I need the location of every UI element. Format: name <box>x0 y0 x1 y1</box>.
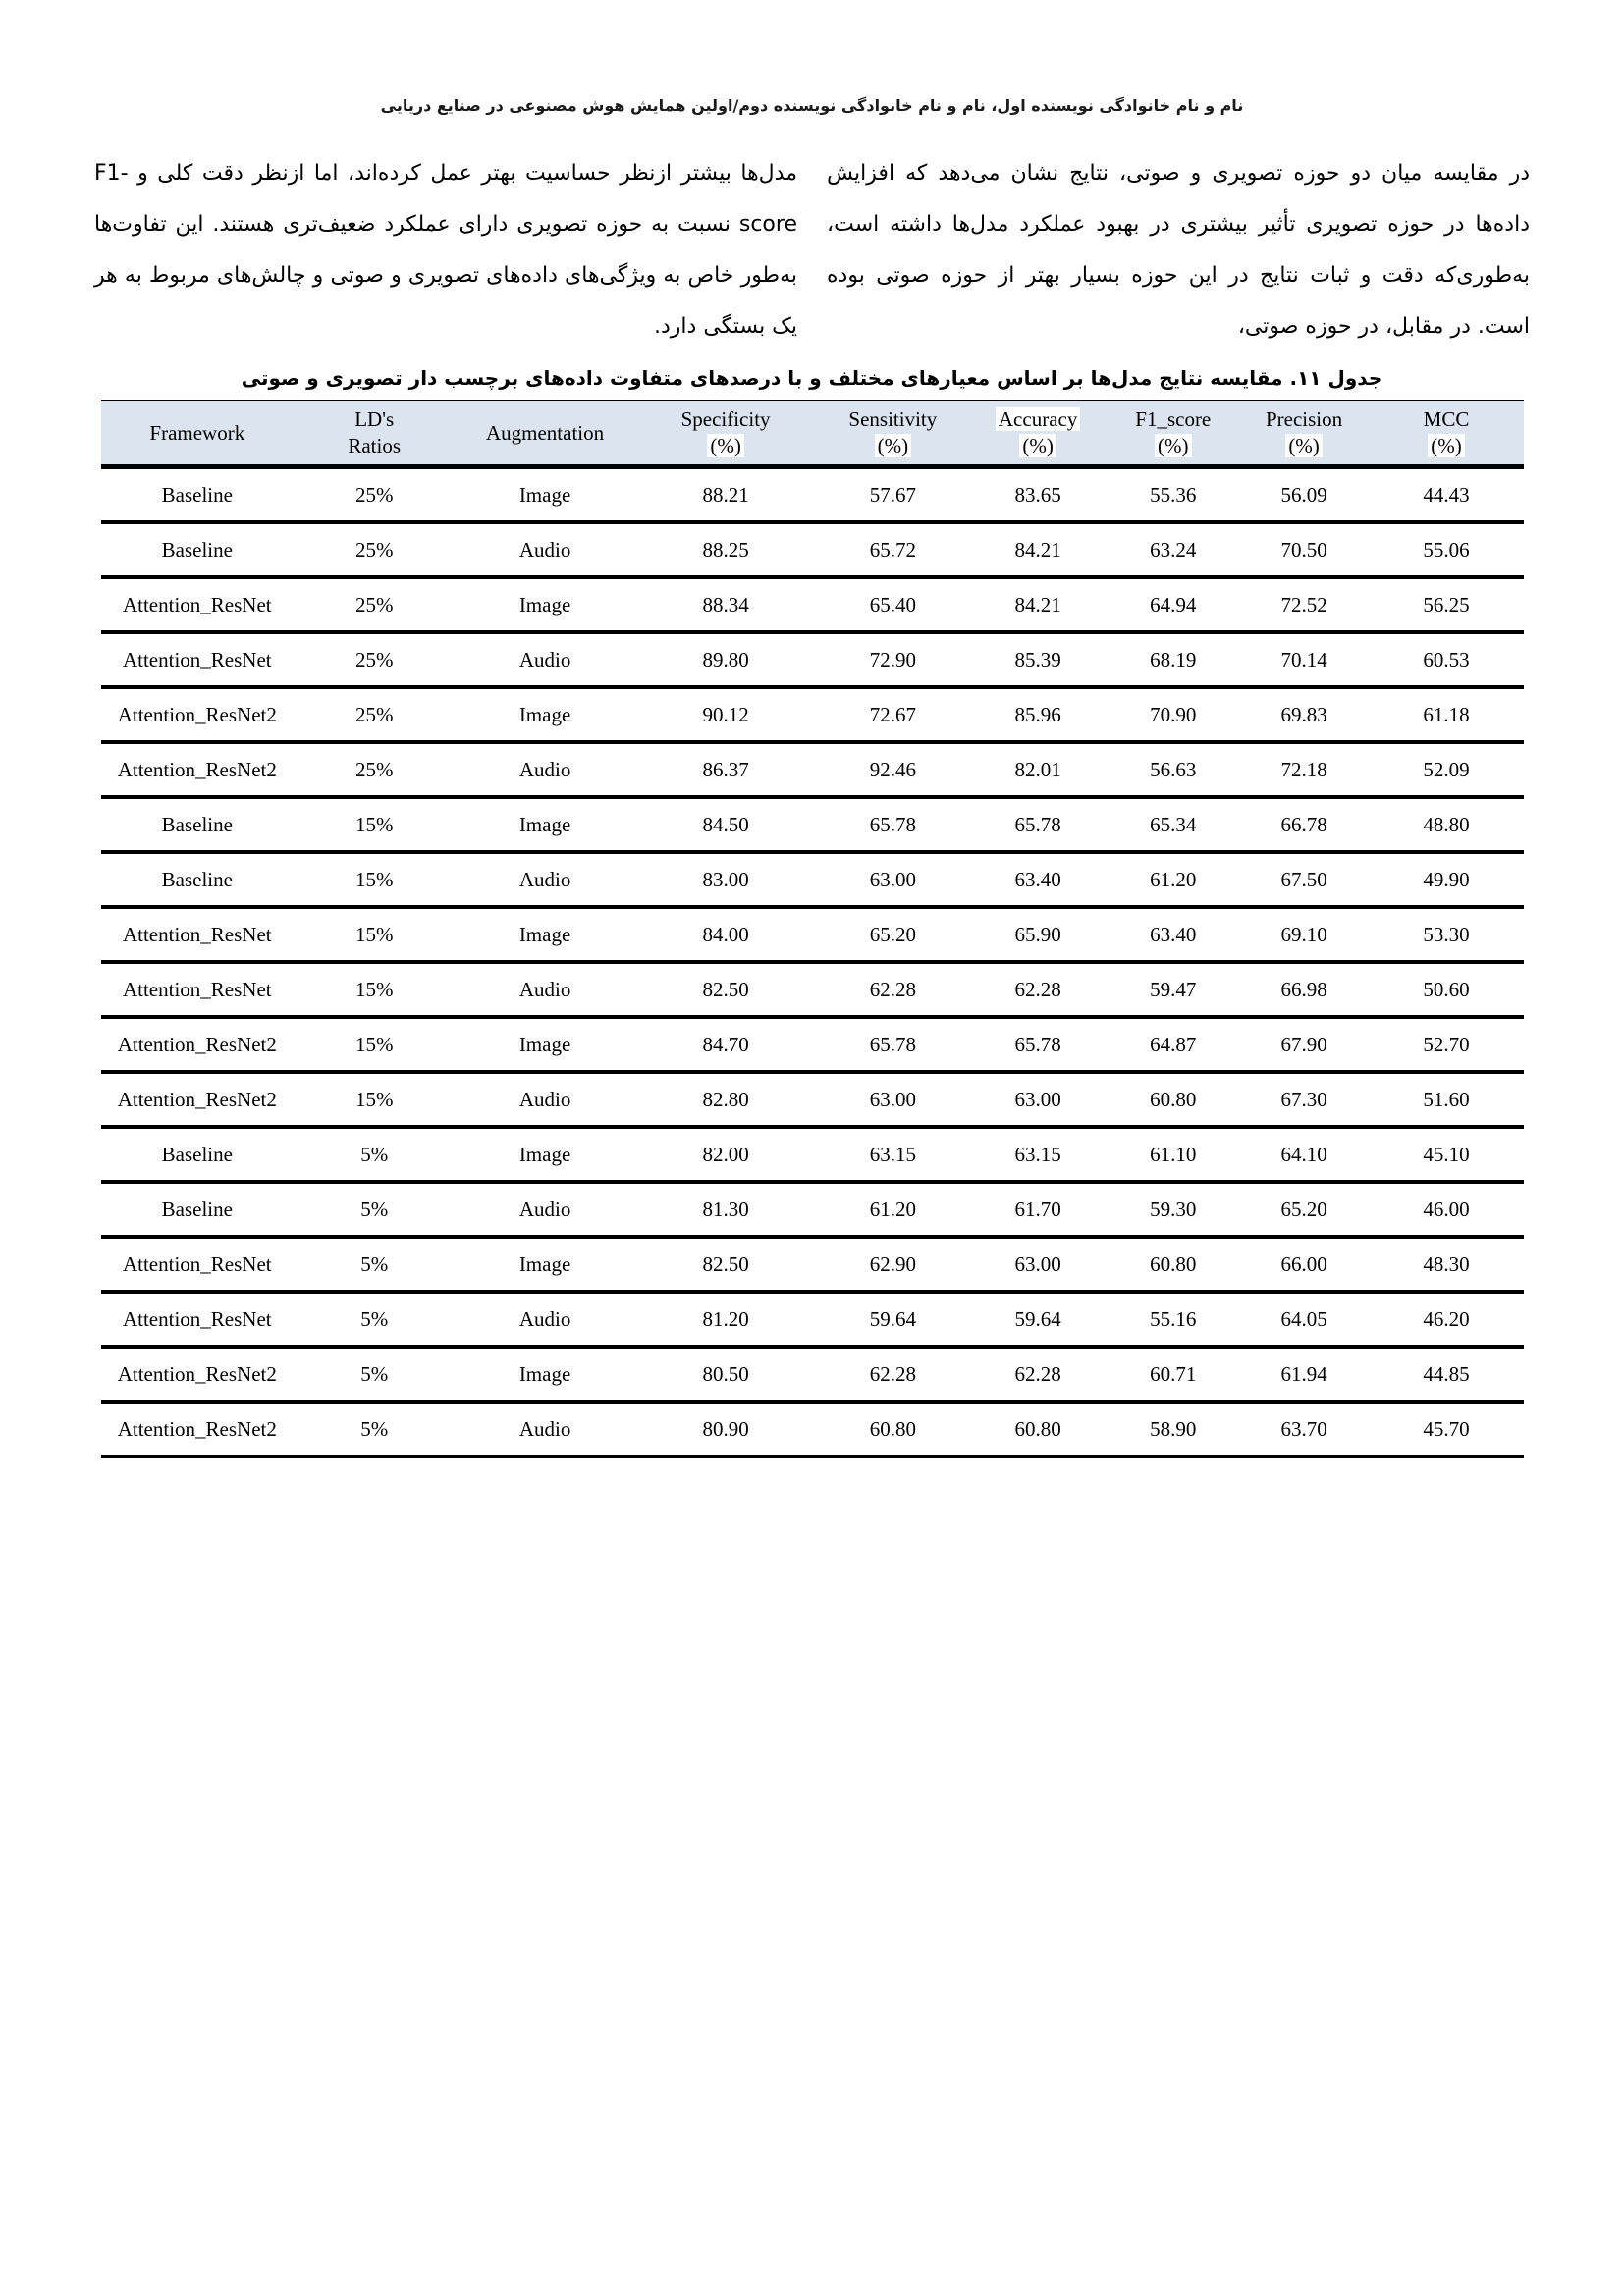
table-cell: 65.78 <box>817 1017 969 1072</box>
table-cell: 56.63 <box>1107 742 1239 797</box>
table-cell: 52.70 <box>1369 1017 1524 1072</box>
table-cell: 90.12 <box>634 687 816 742</box>
table-cell: 44.85 <box>1369 1347 1524 1402</box>
table-cell: 25% <box>294 742 456 797</box>
table-cell: 15% <box>294 907 456 962</box>
table-cell: Image <box>456 1237 635 1292</box>
table-cell: 69.10 <box>1239 907 1369 962</box>
table-row <box>101 1237 1524 1292</box>
table-cell: 84.00 <box>634 907 816 962</box>
table-row <box>101 1072 1524 1127</box>
table-cell: 15% <box>294 962 456 1017</box>
table-row <box>101 1127 1524 1182</box>
table-caption: جدول ۱۱. مقایسه نتایج مدل‌ها بر اساس معیارهای مختلف و با درصدهای متفاوت داده‌های برچسب دار تصویری و صوتی <box>241 366 1383 390</box>
table-cell: 48.80 <box>1369 797 1524 852</box>
table-cell: 82.01 <box>969 742 1108 797</box>
table-cell: Audio <box>456 852 635 907</box>
table-cell: 65.20 <box>1239 1182 1369 1237</box>
paragraph-left-column: مدل‌ها بیشتر ازنظر حساسیت بهتر عمل کرده‌اند، اما ازنظر دقت کلی و F1-score نسبت به حوزه تصویری دارای عملکرد ضعیف‌تری هستند. این تفاوت‌ها به‌طور خاص به ویژگی‌های داده‌های تصویری و صوتی و چالش‌های مربوط به هر یک بستگی دارد. <box>94 161 797 339</box>
column-header-specificity: Specificity (%) <box>634 400 816 467</box>
table-cell: 65.78 <box>969 1017 1108 1072</box>
table-cell: 48.30 <box>1369 1237 1524 1292</box>
table-cell: Attention_ResNet <box>101 577 294 632</box>
column-header-augmentation: Augmentation <box>456 400 635 467</box>
table-cell: 63.24 <box>1107 522 1239 577</box>
table-cell: 84.70 <box>634 1017 816 1072</box>
table-cell: 64.05 <box>1239 1292 1369 1347</box>
table-cell: 80.50 <box>634 1347 816 1402</box>
table-cell: 70.50 <box>1239 522 1369 577</box>
table-cell: 63.40 <box>969 852 1108 907</box>
table-cell: 60.80 <box>969 1402 1108 1457</box>
table-cell: Baseline <box>101 467 294 523</box>
table-cell: 66.00 <box>1239 1237 1369 1292</box>
table-cell: Attention_ResNet2 <box>101 742 294 797</box>
column-header-ld-s: LD's Ratios <box>294 400 456 467</box>
table-cell: Audio <box>456 742 635 797</box>
table-cell: 82.50 <box>634 1237 816 1292</box>
table-cell: 55.36 <box>1107 467 1239 523</box>
table-cell: 63.15 <box>969 1127 1108 1182</box>
table-cell: 62.28 <box>969 962 1108 1017</box>
table-cell: 82.00 <box>634 1127 816 1182</box>
table-cell: 25% <box>294 632 456 687</box>
column-header-f1-score: F1_score (%) <box>1107 400 1239 467</box>
running-header: نام و نام خانوادگی نویسنده اول، نام و نام خانوادگی نویسنده دوم/اولین همایش هوش مصنوعی در صنایع دریایی <box>380 96 1244 115</box>
table-cell: 72.18 <box>1239 742 1369 797</box>
table-cell: 63.00 <box>817 1072 969 1127</box>
table-cell: 85.96 <box>969 687 1108 742</box>
table-cell: 63.15 <box>817 1127 969 1182</box>
table-cell: 88.25 <box>634 522 816 577</box>
table-cell: 55.06 <box>1369 522 1524 577</box>
table-cell: 64.10 <box>1239 1127 1369 1182</box>
table-cell: 5% <box>294 1347 456 1402</box>
table-cell: 68.19 <box>1107 632 1239 687</box>
table-row <box>101 522 1524 577</box>
table-cell: 5% <box>294 1402 456 1457</box>
table-row <box>101 1182 1524 1237</box>
table-cell: Baseline <box>101 797 294 852</box>
table-cell: Audio <box>456 1072 635 1127</box>
table-cell: 65.20 <box>817 907 969 962</box>
table-row <box>101 687 1524 742</box>
table-cell: 15% <box>294 852 456 907</box>
table-cell: 55.16 <box>1107 1292 1239 1347</box>
table-row <box>101 632 1524 687</box>
table-row <box>101 1347 1524 1402</box>
table-cell: 84.21 <box>969 522 1108 577</box>
table-cell: 61.20 <box>817 1182 969 1237</box>
table-cell: 46.20 <box>1369 1292 1524 1347</box>
table-cell: Image <box>456 467 635 523</box>
column-header-accuracy: Accuracy (%) <box>969 400 1108 467</box>
table-cell: 92.46 <box>817 742 969 797</box>
table-row <box>101 852 1524 907</box>
table-cell: 64.87 <box>1107 1017 1239 1072</box>
table-cell: 59.30 <box>1107 1182 1239 1237</box>
table-cell: Audio <box>456 632 635 687</box>
table-cell: Attention_ResNet2 <box>101 1402 294 1457</box>
table-cell: 65.90 <box>969 907 1108 962</box>
table-cell: 49.90 <box>1369 852 1524 907</box>
table-cell: 83.65 <box>969 467 1108 523</box>
table-cell: 25% <box>294 522 456 577</box>
table-cell: 60.71 <box>1107 1347 1239 1402</box>
table-cell: 84.50 <box>634 797 816 852</box>
table-cell: Image <box>456 907 635 962</box>
table-cell: 69.83 <box>1239 687 1369 742</box>
table-cell: Attention_ResNet2 <box>101 687 294 742</box>
table-cell: 82.80 <box>634 1072 816 1127</box>
table-cell: 85.39 <box>969 632 1108 687</box>
table-cell: 58.90 <box>1107 1402 1239 1457</box>
table-cell: 5% <box>294 1292 456 1347</box>
table-row <box>101 467 1524 523</box>
table-cell: 61.10 <box>1107 1127 1239 1182</box>
table-cell: Attention_ResNet <box>101 1237 294 1292</box>
table-cell: 45.10 <box>1369 1127 1524 1182</box>
table-cell: 89.80 <box>634 632 816 687</box>
table-row <box>101 797 1524 852</box>
table-cell: 59.47 <box>1107 962 1239 1017</box>
table-header-row <box>101 400 1524 467</box>
table-cell: 65.34 <box>1107 797 1239 852</box>
table-cell: 62.28 <box>817 962 969 1017</box>
table-cell: 70.90 <box>1107 687 1239 742</box>
table-cell: Image <box>456 1127 635 1182</box>
table-row <box>101 1402 1524 1457</box>
results-table <box>101 400 1524 1458</box>
table-cell: 72.90 <box>817 632 969 687</box>
table-cell: 25% <box>294 687 456 742</box>
table-row <box>101 577 1524 632</box>
body-text-columns <box>0 148 1624 352</box>
table-cell: 5% <box>294 1182 456 1237</box>
table-cell: 25% <box>294 577 456 632</box>
table-cell: Attention_ResNet <box>101 962 294 1017</box>
table-cell: 60.80 <box>1107 1237 1239 1292</box>
table-cell: 88.34 <box>634 577 816 632</box>
table-cell: 72.52 <box>1239 577 1369 632</box>
table-cell: 59.64 <box>969 1292 1108 1347</box>
table-cell: 44.43 <box>1369 467 1524 523</box>
table-cell: 65.72 <box>817 522 969 577</box>
table-cell: 15% <box>294 1017 456 1072</box>
table-cell: 15% <box>294 1072 456 1127</box>
table-row <box>101 1017 1524 1072</box>
table-cell: 86.37 <box>634 742 816 797</box>
table-cell: 62.28 <box>817 1347 969 1402</box>
table-header <box>101 400 1524 467</box>
table-cell: 81.20 <box>634 1292 816 1347</box>
table-cell: 62.90 <box>817 1237 969 1292</box>
column-header-framework: Framework <box>101 400 294 467</box>
table-cell: 46.00 <box>1369 1182 1524 1237</box>
table-cell: 53.30 <box>1369 907 1524 962</box>
table-cell: Attention_ResNet <box>101 907 294 962</box>
table-row <box>101 742 1524 797</box>
table-cell: 15% <box>294 797 456 852</box>
table-cell: 63.00 <box>817 852 969 907</box>
table-cell: 61.94 <box>1239 1347 1369 1402</box>
table-cell: 66.98 <box>1239 962 1369 1017</box>
table-cell: Image <box>456 797 635 852</box>
table-cell: Baseline <box>101 522 294 577</box>
table-cell: 61.20 <box>1107 852 1239 907</box>
table-cell: 63.40 <box>1107 907 1239 962</box>
table-cell: 63.00 <box>969 1237 1108 1292</box>
table-cell: Audio <box>456 1182 635 1237</box>
table-cell: 61.18 <box>1369 687 1524 742</box>
table-cell: 50.60 <box>1369 962 1524 1017</box>
table-cell: 57.67 <box>817 467 969 523</box>
table-cell: 56.25 <box>1369 577 1524 632</box>
table-cell: Audio <box>456 1292 635 1347</box>
table-cell: 5% <box>294 1127 456 1182</box>
table-cell: 56.09 <box>1239 467 1369 523</box>
table-cell: Image <box>456 1017 635 1072</box>
table-body <box>101 467 1524 1457</box>
table-cell: 51.60 <box>1369 1072 1524 1127</box>
table-cell: Attention_ResNet2 <box>101 1017 294 1072</box>
table-cell: 60.80 <box>1107 1072 1239 1127</box>
table-cell: Audio <box>456 1402 635 1457</box>
table-cell: 67.90 <box>1239 1017 1369 1072</box>
table-cell: 66.78 <box>1239 797 1369 852</box>
table-cell: 61.70 <box>969 1182 1108 1237</box>
table-cell: 63.70 <box>1239 1402 1369 1457</box>
table-cell: 45.70 <box>1369 1402 1524 1457</box>
paragraph-right-column: در مقایسه میان دو حوزه تصویری و صوتی، نتایج نشان می‌دهد که افزایش داده‌ها در حوزه تصویری تأثیر بیشتری در بهبود عملکرد مدل‌ها داشته است، به‌طوری‌که دقت و ثبات نتایج در این حوزه بسیار بهتر از حوزه صوتی بوده است. در مقابل، در حوزه صوتی، <box>827 161 1530 339</box>
table-cell: 5% <box>294 1237 456 1292</box>
table-cell: 62.28 <box>969 1347 1108 1402</box>
table-cell: Image <box>456 1347 635 1402</box>
table-cell: Attention_ResNet2 <box>101 1347 294 1402</box>
table-cell: Baseline <box>101 1182 294 1237</box>
table-cell: 80.90 <box>634 1402 816 1457</box>
table-cell: 88.21 <box>634 467 816 523</box>
table-cell: 63.00 <box>969 1072 1108 1127</box>
table-cell: 59.64 <box>817 1292 969 1347</box>
table-cell: 65.78 <box>969 797 1108 852</box>
table-cell: 65.78 <box>817 797 969 852</box>
table-cell: Baseline <box>101 1127 294 1182</box>
table-cell: 72.67 <box>817 687 969 742</box>
column-header-precision: Precision (%) <box>1239 400 1369 467</box>
table-cell: Audio <box>456 522 635 577</box>
table-cell: 67.50 <box>1239 852 1369 907</box>
table-cell: 65.40 <box>817 577 969 632</box>
table-cell: Attention_ResNet <box>101 1292 294 1347</box>
table-cell: 25% <box>294 467 456 523</box>
table-cell: Image <box>456 577 635 632</box>
table-cell: Audio <box>456 962 635 1017</box>
table-cell: 60.53 <box>1369 632 1524 687</box>
table-cell: Attention_ResNet <box>101 632 294 687</box>
table-row <box>101 962 1524 1017</box>
table-row <box>101 907 1524 962</box>
table-cell: 70.14 <box>1239 632 1369 687</box>
table-row <box>101 1292 1524 1347</box>
table-cell: 67.30 <box>1239 1072 1369 1127</box>
table-cell: 60.80 <box>817 1402 969 1457</box>
column-header-sensitivity: Sensitivity (%) <box>817 400 969 467</box>
table-cell: Attention_ResNet2 <box>101 1072 294 1127</box>
table-cell: 83.00 <box>634 852 816 907</box>
column-header-mcc: MCC (%) <box>1369 400 1524 467</box>
table-cell: 64.94 <box>1107 577 1239 632</box>
table-cell: 82.50 <box>634 962 816 1017</box>
table-cell: Image <box>456 687 635 742</box>
table-cell: 81.30 <box>634 1182 816 1237</box>
table-cell: Baseline <box>101 852 294 907</box>
table-cell: 84.21 <box>969 577 1108 632</box>
table-cell: 52.09 <box>1369 742 1524 797</box>
